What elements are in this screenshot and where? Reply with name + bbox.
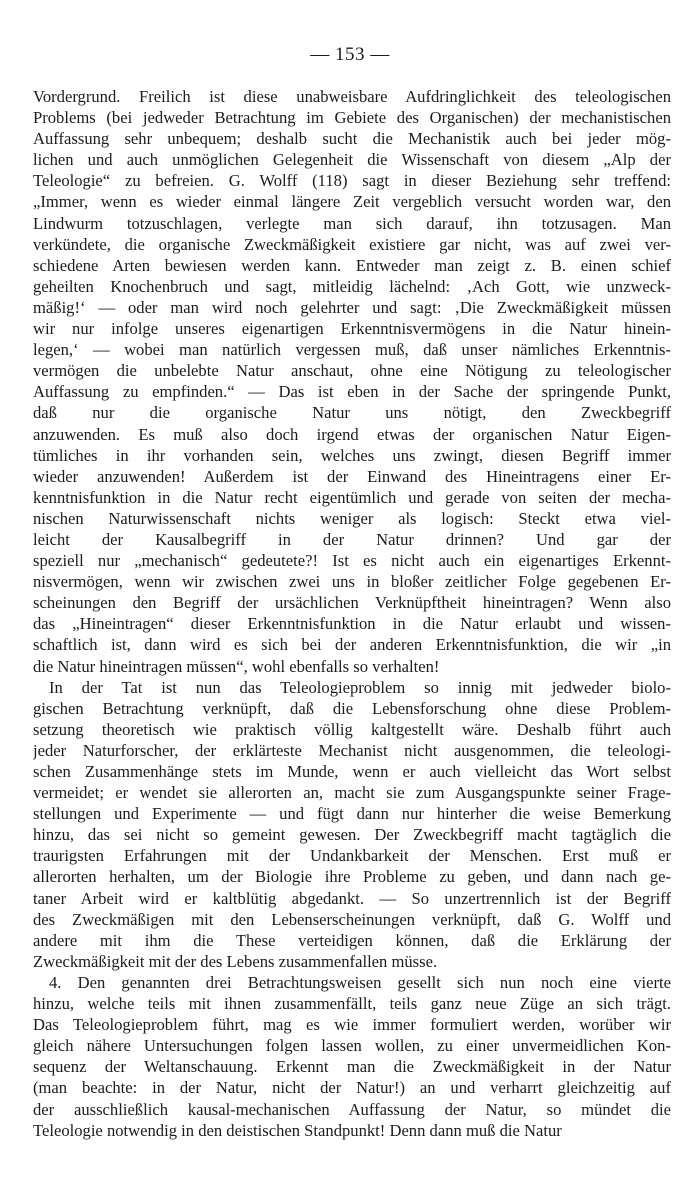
text-line: Problems (bei jedweder Betrachtung im Gebiete des Organischen) der mechanistischen <box>33 108 671 128</box>
text-line: Teleologie“ zu befreien. G. Wolff (118) sagt in dieser Beziehung sehr treffend: <box>33 171 671 191</box>
text-line: die Natur hineintragen müssen“, wohl ebenfalls so verhalten! <box>33 656 440 676</box>
text-line: geheilten Knochenbruch und sagt, mitleidig lächelnd: ‚Ach Gott, wie unzweck- <box>33 276 671 296</box>
text-line: das „Hineintragen“ dieser Erkenntnisfunktion in die Natur erlaubt und wissen- <box>33 614 671 634</box>
text-line: taner Arbeit wird er kaltblütig abgedankt. — So unzertrennlich ist der Begriff <box>33 888 671 908</box>
text-line: des Zweckmäßigen mit den Lebenserscheinungen verknüpft, daß G. Wolff und <box>33 909 671 929</box>
text-line: daß nur die organische Natur uns nötigt, den Zweckbegriff <box>33 403 671 423</box>
text-line: verkündete, die organische Zweckmäßigkeit existiere gar nicht, was auf zwei ver- <box>33 234 671 254</box>
text-line: andere mit ihm die These verteidigen können, daß die Erklärung der <box>33 930 671 950</box>
page-number: — 153 — <box>310 44 390 65</box>
text-line: Vordergrund. Freilich ist diese unabweisbare Aufdringlichkeit des teleologischen <box>33 87 671 106</box>
text-line: scheinungen den Begriff der ursächlichen Verknüpftheit hineintragen? Wenn also <box>33 593 671 613</box>
text-line: speziell nur „mechanisch“ gedeutete?! Ist es nicht auch ein eigenartiges Erkennt- <box>33 551 671 571</box>
text-line: „Immer, wenn es wieder einmal längere Zeit vergeblich versucht worden war, den <box>33 192 671 212</box>
text-line: hinzu, welche teils mit ihnen zusammenfällt, teils ganz neue Züge an sich trägt. <box>33 994 671 1014</box>
text-line: nischen Naturwissenschaft nichts weniger als logisch: Steckt etwa viel- <box>33 508 671 528</box>
text-line: Lindwurm totzuschlagen, verlegte man sich darauf, ihn totzusagen. Man <box>33 213 671 233</box>
paragraph <box>33 972 671 1141</box>
text-line: wir nur infolge unseres eigenartigen Erkenntnisvermögens in die Natur hinein- <box>33 319 671 339</box>
text-line: Zweckmäßigkeit mit der des Lebens zusammenfallen müsse. <box>33 951 438 971</box>
text-line: legen,‘ — wobei man natürlich vergessen muß, daß unser nämliches Erkenntnis- <box>33 340 671 360</box>
text-line: schen Zusammenhänge stets im Munde, wenn er auch vielleicht das Wort selbst <box>33 762 671 781</box>
text-line: kenntnisfunktion in die Natur recht eigentümlich und gerade von seiten der mecha- <box>33 487 671 507</box>
text-line: allerorten herhalten, um der Biologie ihre Probleme zu geben, und dann nach ge- <box>33 867 671 887</box>
text-line: sequenz der Weltanschauung. Erkennt man die Zweckmäßigkeit in der Natur <box>33 1057 671 1077</box>
text-line: setzung theoretisch wie praktisch völlig kaltgestellt wäre. Deshalb führt auch <box>33 719 671 739</box>
text-line: jeder Naturforscher, der erklärteste Mechanist nicht ausgenommen, die teleologi- <box>33 740 671 760</box>
text-line: lichen und auch unmöglichen Gelegenheit die Wissenschaft von diesem „Alp der <box>33 150 671 170</box>
text-line: leicht der Kausalbegriff in der Natur drinnen? Und gar der <box>33 529 671 549</box>
text-line: In der Tat ist nun das Teleologieproblem so innig mit jedweder biolo- <box>49 677 671 697</box>
text-line: nisvermögen, wenn wir zwischen zwei uns in bloßer zeitlicher Folge gegebenen Er- <box>33 572 671 592</box>
text-line: mäßig!‘ — oder man wird noch gelehrter und sagt: ‚Die Zweckmäßigkeit müssen <box>33 297 671 317</box>
text-line: tümliches in ihr vorhanden sein, welches uns zwingt, diesen Begriff immer <box>33 445 671 465</box>
text-line: 4. Den genannten drei Betrachtungsweisen gesellt sich nun noch eine vierte <box>49 972 671 992</box>
text-line: gischen Betrachtung verknüpft, daß die Lebensforschung ohne diese Problem- <box>33 698 671 718</box>
text-line: Das Teleologieproblem führt, mag es wie immer formuliert werden, worüber wir <box>33 1015 671 1035</box>
paragraph <box>33 677 671 972</box>
body-text <box>33 86 671 1141</box>
paragraph <box>33 86 671 677</box>
text-line: Auffassung sehr unbequem; deshalb sucht die Mechanistik auch bei jeder mög- <box>33 129 671 149</box>
text-line: traurigsten Erfahrungen mit der Undankbarkeit der Menschen. Erst muß er <box>33 846 671 866</box>
text-line: vermeidet; er wendet sie allerorten an, macht sie zum Ausgangspunkte seiner Frage- <box>33 783 671 803</box>
text-line: schiedene Arten bewiesen werden kann. Entweder man zeigt z. B. einen schief <box>33 255 671 275</box>
text-line: schaftlich ist, dann wird es sich bei der anderen Erkenntnisfunktion, die wir „in <box>33 635 671 655</box>
text-line: (man beachte: in der Natur, nicht der Natur!) an und verharrt gleichzeitig auf <box>33 1078 671 1098</box>
text-line: Auffassung zu empfinden.“ — Das ist eben in der Sache der springende Punkt, <box>33 382 671 402</box>
text-line: wieder anzuwenden! Außerdem ist der Einwand des Hineintragens einer Er- <box>33 466 671 486</box>
text-line: hinzu, das sei nicht so gemeint gewesen. Der Zweckbegriff macht tagtäglich die <box>33 825 671 845</box>
text-line: vermögen die unbelebte Natur anschaut, ohne eine Nötigung zu teleologischer <box>33 361 671 381</box>
text-line: stellungen und Experimente — und fügt dann nur hinterher die weise Bemerkung <box>33 804 671 824</box>
text-line: Teleologie notwendig in den deistischen Standpunkt! Denn dann muß die Natur <box>33 1120 562 1140</box>
text-line: anzuwenden. Es muß also doch irgend etwas der organischen Natur Eigen- <box>33 424 671 444</box>
text-line: gleich nähere Untersuchungen folgen lassen wollen, zu einer unvermeidlichen Kon- <box>33 1036 671 1056</box>
text-line: der ausschließlich kausal-mechanischen Auffassung der Natur, so mündet die <box>33 1099 671 1119</box>
